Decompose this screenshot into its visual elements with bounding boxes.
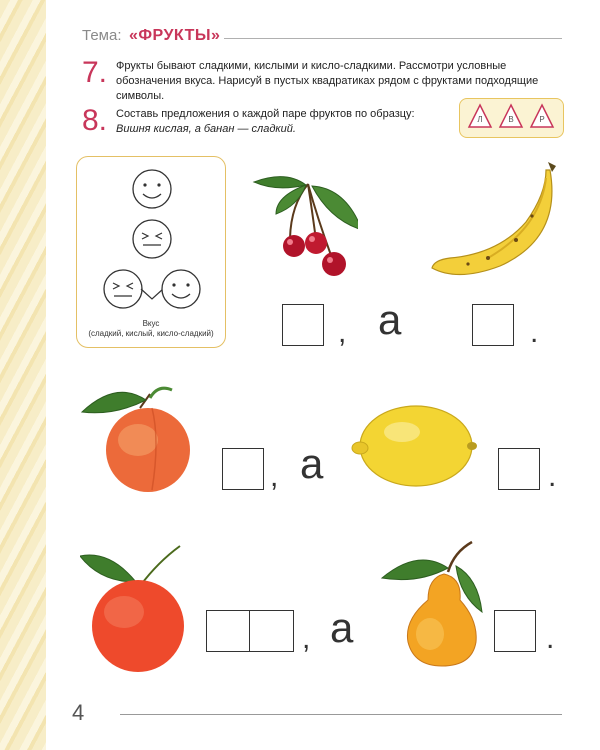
pear-image (378, 538, 488, 668)
answer-box-orange-double[interactable] (206, 610, 294, 652)
header-rule (224, 38, 562, 39)
topic-title: «ФРУКТЫ» (128, 27, 221, 44)
conjunction-a-1: а (378, 296, 402, 343)
answer-box-banana[interactable] (472, 304, 514, 346)
period-1: . (530, 316, 539, 349)
conjunction-a-3: а (330, 604, 354, 651)
task-8-text: Составь предложения о каждой паре фруктов по образцу: (116, 108, 415, 120)
legend-letter-r: Р (539, 115, 545, 124)
orange-image (80, 542, 192, 674)
decorative-side-stripe (0, 0, 46, 750)
answer-box-pear[interactable] (494, 610, 536, 652)
legend-letter-l: Л (477, 115, 483, 124)
task-number-7: 7. (82, 56, 108, 89)
sour-face-icon (133, 220, 171, 258)
task-8-block (116, 107, 452, 137)
comma-3: , (302, 622, 311, 655)
sweet-sour-face-icon (104, 270, 200, 308)
taste-symbols-box (76, 156, 226, 348)
legend-letter-v: В (508, 115, 514, 124)
period-3: . (546, 622, 555, 655)
box-divider (249, 611, 250, 651)
footer-rule (120, 714, 562, 715)
taste-caption: Вкус (сладкий, кислый, кисло-сладкий) (88, 319, 214, 338)
triangle-v-icon (498, 103, 524, 131)
conjunction-a-2: а (300, 440, 324, 487)
task-number-8: 8. (82, 104, 108, 137)
cherries-image (246, 170, 358, 282)
triangle-l-icon (467, 103, 493, 131)
topic-label: Тема: (82, 27, 122, 44)
answer-box-lemon[interactable] (498, 448, 540, 490)
sweet-face-icon (133, 170, 171, 208)
period-2: . (548, 460, 557, 493)
task-7-text: Фрукты бывают сладкими, кислыми и кисло-сладкими. Рассмотри условные обозначения вкуса. Нарисуй в пустых квадратиках рядом с фруктами подходящие символы. (116, 60, 539, 102)
page-number: 4 (72, 700, 85, 725)
comma-1: , (338, 316, 347, 349)
taste-legend (459, 98, 564, 138)
lemon-image (350, 400, 478, 492)
answer-box-cherry[interactable] (282, 304, 324, 346)
peach-image (80, 380, 212, 494)
task-8-example: Вишня кислая, а банан — сладкий. (116, 123, 296, 135)
triangle-r-icon (529, 103, 555, 131)
answer-box-peach[interactable] (222, 448, 264, 490)
taste-faces (77, 157, 225, 317)
banana-image (428, 158, 562, 282)
comma-2: , (270, 460, 279, 493)
topic-header (82, 27, 562, 49)
